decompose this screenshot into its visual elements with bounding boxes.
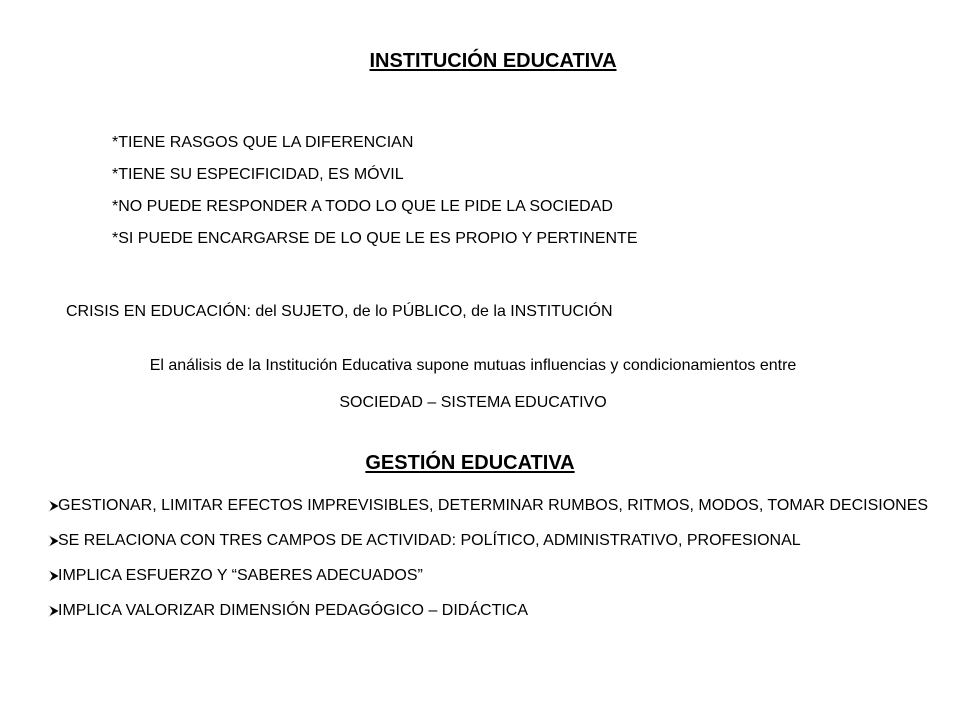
gestion-item <box>48 565 938 587</box>
arrow-bullet-icon <box>48 535 60 547</box>
crisis-text: CRISIS EN EDUCACIÓN: del SUJETO, de lo PÚBLICO, de la INSTITUCIÓN <box>66 303 613 320</box>
feature-item: *TIENE SU ESPECIFICIDAD, ES MÓVIL <box>112 166 404 183</box>
society-text: SOCIEDAD – SISTEMA EDUCATIVO <box>339 394 607 411</box>
gestion-item-label: IMPLICA VALORIZAR DIMENSIÓN PEDAGÓGICO – DIDÁCTICA <box>58 602 529 619</box>
feature-item: *NO PUEDE RESPONDER A TODO LO QUE LE PIDE LA SOCIEDAD <box>112 198 613 215</box>
feature-item: *TIENE RASGOS QUE LA DIFERENCIAN <box>112 134 414 151</box>
gestion-item-label: GESTIONAR, LIMITAR EFECTOS IMPREVISIBLES, DETERMINAR RUMBOS, RITMOS, MODOS, TOMAR DECISIONES <box>58 497 929 514</box>
title-institucion-educativa: INSTITUCIÓN EDUCATIVA <box>369 50 617 72</box>
arrow-bullet-icon <box>48 570 60 582</box>
feature-item: *SI PUEDE ENCARGARSE DE LO QUE LE ES PROPIO Y PERTINENTE <box>112 230 638 247</box>
title-gestion-educativa: GESTIÓN EDUCATIVA <box>365 452 575 474</box>
analysis-text: El análisis de la Institución Educativa supone mutuas influencias y condicionamientos entre <box>149 357 797 374</box>
arrow-bullet-icon <box>48 605 60 617</box>
arrow-bullet-icon <box>48 500 60 512</box>
gestion-item-label: IMPLICA ESFUERZO Y “SABERES ADECUADOS” <box>58 567 423 584</box>
gestion-item <box>48 495 938 517</box>
gestion-item <box>48 530 938 552</box>
gestion-item-label: SE RELACIONA CON TRES CAMPOS DE ACTIVIDAD: POLÍTICO, ADMINISTRATIVO, PROFESIONAL <box>58 532 801 549</box>
gestion-list <box>48 495 938 635</box>
features-list <box>112 131 637 259</box>
gestion-item <box>48 600 938 622</box>
